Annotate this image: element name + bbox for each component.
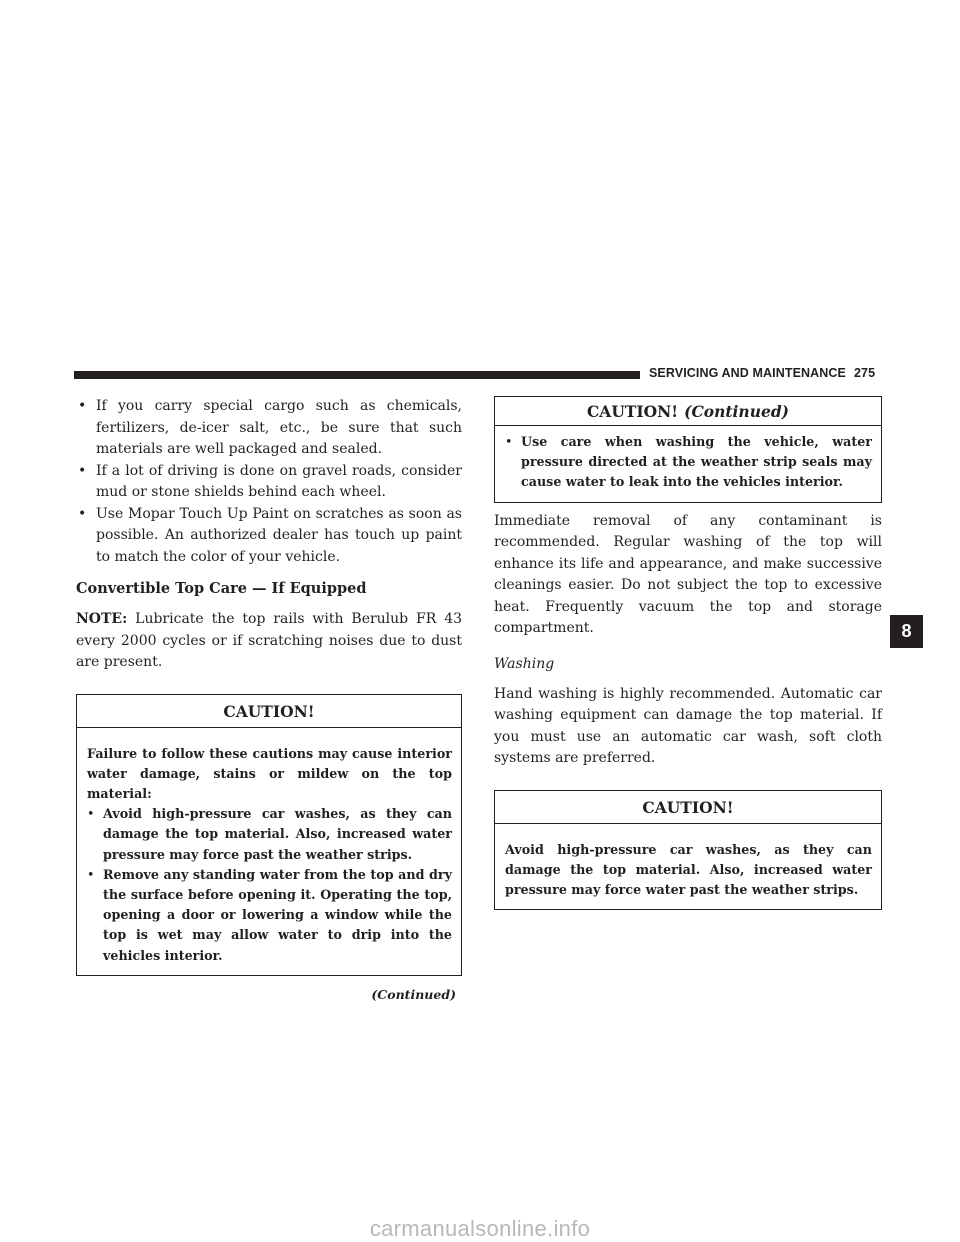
bullet-text: If a lot of driving is done on gravel roads, consider mud or stone shields behind each wheel. — [96, 462, 462, 500]
section-heading: Convertible Top Care — If Equipped — [76, 580, 367, 597]
bullet-icon: • — [78, 398, 87, 414]
bullet-icon: • — [87, 806, 95, 822]
caution-title: CAUTION! — [495, 791, 881, 824]
bullet-icon: • — [78, 505, 87, 522]
subsection-heading: Washing — [494, 655, 555, 672]
caution-item — [505, 432, 872, 493]
bullet-text: If you carry special cargo such as chemicals, fertilizers, de-icer salt, etc., be sure that such materials are well packaged and sealed. — [96, 398, 462, 457]
caution-text: Avoid high-pressure car washes, as they can damage the top material. Also, increased water pressure may force water past the weather strips. — [505, 841, 872, 898]
caution-item — [87, 865, 452, 966]
list-item — [76, 504, 462, 569]
bullet-icon: • — [87, 866, 95, 882]
watermark: carmanualsonline.info — [369, 1216, 591, 1241]
continued-label: (Continued) — [371, 986, 456, 1002]
left-column — [76, 396, 462, 1002]
list-item — [76, 396, 462, 461]
bullet-text: Use Mopar Touch Up Paint on scratches as soon as possible. An authorized dealer has touch up paint to match the color of your vehicle. — [96, 505, 462, 565]
caution-item-text: Avoid high-pressure car washes, as they can damage the top material. Also, increased water pressure may force past the weather strips. — [103, 806, 452, 862]
bullet-icon: • — [78, 462, 87, 479]
caution-intro: Failure to follow these cautions may cause interior water damage, stains or mildew on the top material: — [87, 745, 452, 801]
paragraph: Immediate removal of any contaminant is recommended. Regular washing of the top will enhance its life and appearance, and make successive cleanings easier. Do not subject the top to excessive heat. Frequently vacuum the top and storage compartment. — [494, 512, 882, 637]
caution-body — [495, 426, 881, 502]
bullet-icon: • — [505, 434, 513, 449]
caution-title-suffix: (Continued) — [684, 402, 790, 421]
caution-item-text: Use care when washing the vehicle, water pressure directed at the weather strip seals may cause water to leak into the vehicles interior. — [521, 434, 872, 490]
caution-item-text: Remove any standing water from the top and dry the surface before opening it. Operating the top, opening a door or lowering a window while the top is wet may allow water to drip into the vehicles interior. — [103, 866, 452, 963]
caution-title — [495, 397, 881, 426]
caution-title: CAUTION! — [77, 695, 461, 728]
note-paragraph — [76, 609, 462, 674]
header-rule — [74, 371, 640, 379]
note-label: NOTE: — [76, 611, 128, 627]
caution-box — [76, 694, 462, 976]
caution-body — [77, 728, 461, 975]
caution-box — [494, 790, 882, 911]
chapter-tab: 8 — [890, 615, 923, 648]
caution-title-text: CAUTION! — [586, 402, 679, 421]
caution-body — [495, 824, 881, 910]
right-column — [494, 396, 882, 910]
running-header — [649, 366, 875, 380]
caution-item — [87, 804, 452, 865]
page-number: 275 — [853, 366, 876, 380]
list-item — [76, 461, 462, 504]
note-text: Lubricate the top rails with Berulub FR 43 every 2000 cycles or if scratching noises due to dust are present. — [76, 611, 463, 670]
caution-box-continued — [494, 396, 882, 503]
paragraph: Hand washing is highly recommended. Automatic car washing equipment can damage the top material. If you must use an automatic car wash, soft cloth systems are preferred. — [494, 685, 882, 767]
section-title: SERVICING AND MAINTENANCE — [649, 366, 846, 380]
